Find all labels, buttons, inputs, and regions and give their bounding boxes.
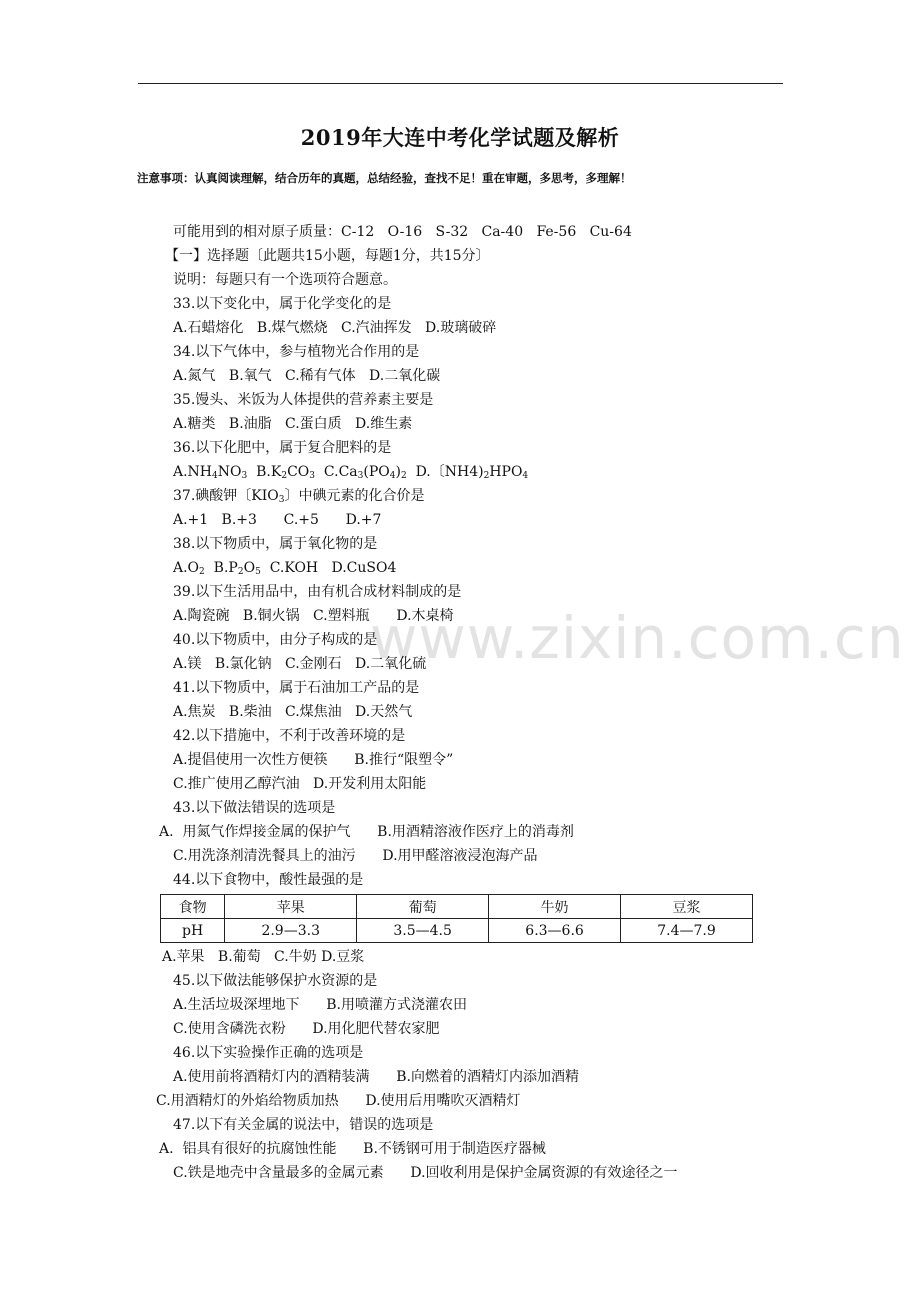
ph-table-cell: 6.3—6.6	[489, 919, 621, 943]
atomic-mass-line: 可能用到的相对原子质量：C-12 O-16 S-32 Ca-40 Fe-56 Cu-64	[173, 224, 632, 240]
section-heading: 【一】选择题〔此题共15小题，每题1分，共15分〕	[165, 248, 490, 264]
q47-options-2: C.铁是地壳中含量最多的金属元素 D.回收利用是保护金属资源的有效途径之一	[173, 1165, 678, 1181]
q39-options: A.陶瓷碗 B.铜火锅 C.塑料瓶 D.木桌椅	[173, 608, 454, 624]
q41-options: A.焦炭 B.柴油 C.煤焦油 D.天然气	[173, 704, 413, 720]
notice-text: 注意事项：认真阅读理解，结合历年的真题，总结经验，查找不足！重在审题，多思考，多理解！	[137, 171, 632, 185]
ph-table-row	[161, 919, 753, 943]
ph-table-cell: 牛奶	[489, 895, 621, 919]
instruction-line: 说明：每题只有一个选项符合题意。	[173, 272, 397, 288]
q46-stem: 46.以下实验操作正确的选项是	[173, 1045, 364, 1061]
ph-table-cell: pH	[161, 919, 225, 943]
q33-stem: 33.以下变化中，属于化学变化的是	[173, 296, 392, 312]
q35-options: A.糖类 B.油脂 C.蛋白质 D.维生素	[173, 416, 413, 432]
q34-options: A.氮气 B.氧气 C.稀有气体 D.二氧化碳	[173, 368, 441, 384]
top-rule	[138, 83, 783, 84]
ph-table-cell: 豆浆	[621, 895, 753, 919]
ph-table-cell: 食物	[161, 895, 225, 919]
q44-stem: 44.以下食物中，酸性最强的是	[173, 872, 364, 888]
ph-table-cell: 3.5—4.5	[357, 919, 489, 943]
q47-stem: 47.以下有关金属的说法中，错误的选项是	[173, 1117, 434, 1133]
q38-stem: 38.以下物质中，属于氧化物的是	[173, 536, 378, 552]
q40-stem: 40.以下物质中，由分子构成的是	[173, 632, 378, 648]
page-title: 2019年大连中考化学试题及解析	[300, 125, 620, 150]
ph-table-cell: 葡萄	[357, 895, 489, 919]
q46-options-1: A.使用前将酒精灯内的酒精装满 B.向燃着的酒精灯内添加酒精	[173, 1069, 579, 1085]
ph-table-cell: 苹果	[225, 895, 357, 919]
q42-stem: 42.以下措施中，不利于改善环境的是	[173, 728, 406, 744]
q35-stem: 35.馒头、米饭为人体提供的营养素主要是	[173, 392, 434, 408]
q37-options: A.+1 B.+3 C.+5 D.+7	[173, 512, 382, 528]
q34-stem: 34.以下气体中，参与植物光合作用的是	[173, 344, 420, 360]
ph-table	[160, 894, 753, 943]
q42-options-2: C.推广使用乙醇汽油 D.开发利用太阳能	[173, 776, 427, 792]
ph-table-cell: 7.4—7.9	[621, 919, 753, 943]
q45-stem: 45.以下做法能够保护水资源的是	[173, 973, 378, 989]
ph-table-cell: 2.9—3.3	[225, 919, 357, 943]
q41-stem: 41.以下物质中，属于石油加工产品的是	[173, 680, 420, 696]
q45-options-2: C.使用含磷洗衣粉 D.用化肥代替农家肥	[173, 1021, 440, 1037]
q40-options: A.镁 B.氯化钠 C.金刚石 D.二氧化硫	[173, 656, 427, 672]
q33-options: A.石蜡熔化 B.煤气燃烧 C.汽油挥发 D.玻璃破碎	[173, 320, 497, 336]
q43-options-2: C.用洗涤剂清洗餐具上的油污 D.用甲醛溶液浸泡海产品	[173, 848, 538, 864]
q46-options-2: C.用酒精灯的外焰给物质加热 D.使用后用嘴吹灭酒精灯	[156, 1093, 521, 1109]
q43-stem: 43.以下做法错误的选项是	[173, 800, 336, 816]
q47-options-1: A. 铝具有很好的抗腐蚀性能 B.不锈钢可用于制造医疗器械	[159, 1141, 546, 1157]
q37-stem: 37.碘酸钾〔$KIO_3$〕中碘元素的化合价是	[173, 488, 425, 505]
q38-options: $A.O_2$ $B.P_2O_5$ C.KOH D.CuSO4	[173, 560, 397, 577]
q36-stem: 36.以下化肥中，属于复合肥料的是	[173, 440, 392, 456]
q45-options-1: A.生活垃圾深埋地下 B.用喷灌方式浇灌农田	[173, 997, 467, 1013]
ph-table-header-row	[161, 895, 753, 919]
q36-options: $A.NH_4NO_3$ $B.K_2CO_3$ $C.Ca_3(PO_4)_2$ D.〔$NH4)_2HPO_4$	[173, 464, 529, 481]
q44-options: A.苹果 B.葡萄 C.牛奶 D.豆浆	[162, 949, 365, 965]
watermark: www.zixin.com.cn	[370, 604, 905, 672]
q43-options-1: A. 用氮气作焊接金属的保护气 B.用酒精溶液作医疗上的消毒剂	[159, 824, 574, 840]
q42-options-1: A.提倡使用一次性方便筷 B.推行“限塑令”	[173, 752, 454, 768]
q39-stem: 39.以下生活用品中，由有机合成材料制成的是	[173, 584, 462, 600]
